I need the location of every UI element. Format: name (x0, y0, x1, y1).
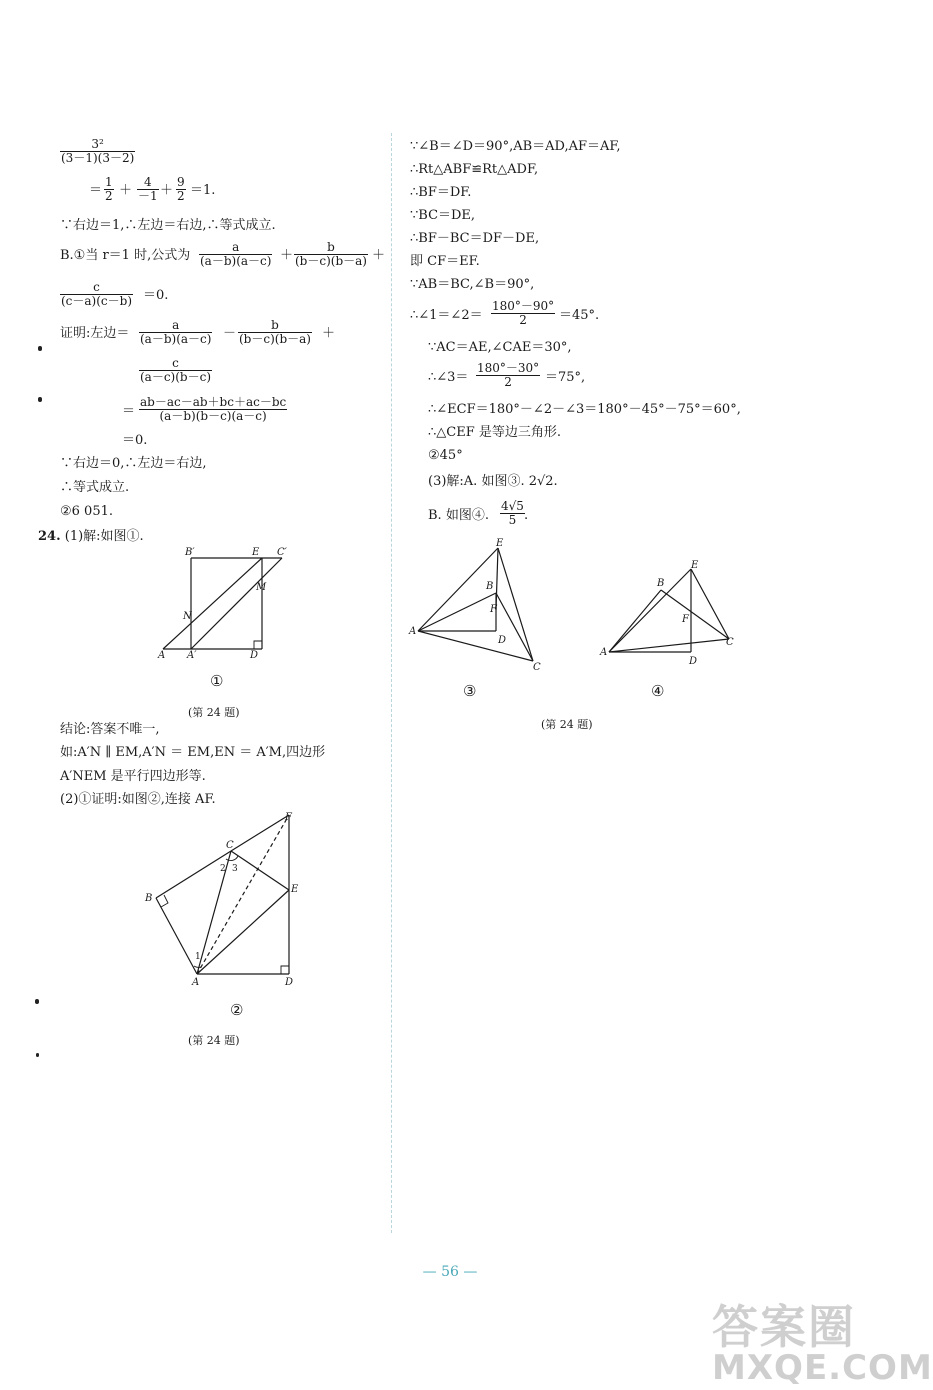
text-right-line-15: B. 如图④. (428, 508, 489, 523)
text-angle-1-2: ∴∠1＝∠2＝ (410, 308, 483, 323)
scan-speck (35, 999, 39, 1004)
fraction-a-term: $\frac{a}{(a-b)(a-c)}$ (200, 240, 272, 268)
segment-ac (418, 631, 533, 661)
text-equation-holds: ∴等式成立. (60, 480, 130, 495)
segment-ef (496, 548, 498, 610)
figure-34-caption: (第 24 题) (541, 718, 593, 731)
text-right-line-1: ∵∠B＝∠D＝90°,AB＝AD,AF＝AF, (410, 139, 621, 154)
segment-ae (609, 569, 691, 652)
fraction-proof-c: $\frac{c}{(a-c)(b-c)}$ (140, 356, 212, 384)
text-right-equals-zero: ∵右边＝0,∴左边＝右边, (60, 456, 207, 471)
question-24: 24. (1)解:如图①. (38, 529, 144, 544)
text-right-line-3: ∴BF＝DF. (410, 185, 472, 200)
segment-bc (661, 590, 729, 639)
label-d: D (250, 650, 259, 661)
label-f: F (490, 604, 497, 615)
text-example-line1: 如:A′N ∥ EM,A′N ＝ EM,EN ＝ A′M,四边形 (60, 745, 326, 760)
right-angle-mark-d (254, 641, 262, 649)
label-a: A (158, 650, 166, 661)
text-conclusion: 结论:答案不唯一, (60, 722, 160, 737)
figure-4-diagram (595, 556, 745, 671)
text-part-b-formula: B.①当 r＝1 时,公式为 (60, 248, 191, 263)
label-e: E (496, 538, 504, 549)
label-b: B (145, 893, 153, 904)
label-angle-1: 1 (195, 952, 201, 962)
label-b: B (657, 578, 665, 589)
fraction-c-term: $\frac{c}{(c-a)(c-b)}$ (61, 280, 133, 308)
label-a: A (600, 647, 608, 658)
text-right-line-6: 即 CF＝EF. (410, 254, 480, 269)
fraction-proof-combined: $\frac{ab-ac-ab+bc+ac-bc}{(a-b)(b-c)(a-c)}$ (140, 395, 287, 423)
segment-ce (231, 851, 289, 890)
right-angle-mark-b (161, 895, 168, 907)
segment-ec (691, 569, 729, 639)
figure-2-label: ② (230, 1001, 244, 1019)
fraction-proof-a: $\frac{a}{(a-b)(a-c)}$ (140, 318, 212, 346)
text-part-2-proof: (2)①证明:如图②,连接 AF. (60, 792, 216, 807)
label-e: E (291, 884, 299, 895)
figure-3-diagram (402, 535, 552, 675)
figure-3-label: ③ (463, 682, 477, 700)
segment-ae (197, 890, 289, 974)
text-right-line-11: ∴∠ECF＝180°－∠2－∠3＝180°－45°－75°＝60°, (428, 402, 741, 417)
text-right-line-5: ∴BF－BC＝DF－DE, (410, 231, 540, 246)
angle-arc-a (194, 966, 201, 967)
fraction-180-minus-90: $\frac{180^\circ-90^\circ}{2}$ (492, 299, 555, 327)
scan-speck (36, 1053, 39, 1057)
fraction-4-root5-over-5: $\frac{4√5}{5}$ (501, 499, 524, 527)
label-m: M (256, 582, 267, 593)
text-answer-6051: ②6 051. (60, 504, 114, 519)
text-proof-left-side: 证明:左边＝ (60, 326, 130, 341)
figure-1-label: ① (210, 672, 224, 690)
right-angle-mark-d (281, 966, 289, 974)
segment-cf (231, 815, 289, 851)
segment-ab (156, 898, 197, 974)
fraction-nine-half: $\frac{9}{2}$ (177, 175, 185, 203)
label-c: C (726, 637, 734, 648)
segment-ae (163, 558, 262, 649)
text-right-line-7: ∵AB＝BC,∠B＝90°, (410, 277, 535, 292)
fraction-b-term: $\frac{b}{(b-c)(b-a)}$ (295, 240, 367, 268)
label-a: A (192, 977, 200, 988)
text-angle-3: ∴∠3＝ (428, 370, 469, 385)
label-e: E (252, 547, 260, 558)
label-a-prime: A′ (187, 650, 197, 661)
fraction-proof-b: $\frac{b}{(b-c)(b-a)}$ (239, 318, 311, 346)
segment-af-dashed (197, 815, 289, 974)
text-equals-zero: ＝0. (122, 433, 148, 448)
segment-ab (609, 590, 661, 652)
figure-2-diagram (140, 808, 310, 993)
label-angle-3: 3 (232, 864, 238, 874)
segment-ac (609, 639, 729, 652)
label-f: F (285, 812, 292, 823)
scan-speck (38, 346, 42, 351)
label-a: A (409, 626, 417, 637)
label-e: E (691, 560, 699, 571)
label-d: D (285, 977, 294, 988)
fraction-one-half: $\frac{1}{2}$ (105, 175, 113, 203)
scan-speck (38, 397, 42, 402)
label-c-prime: C′ (277, 547, 287, 558)
text-right-line-12: ∴△CEF 是等边三角形. (428, 425, 561, 440)
text-right-line-14: (3)解:A. 如图③. 2√2. (428, 474, 558, 489)
column-divider (391, 133, 392, 1233)
text-right-line-2: ∴Rt△ABF≌Rt△ADF, (410, 162, 539, 177)
label-b-prime: B′ (185, 547, 195, 558)
figure-1-diagram (155, 544, 295, 669)
fraction-four-over-neg-one: $\frac{4}{-1}$ (138, 175, 158, 203)
angle-arc-c (226, 856, 238, 861)
label-c: C (533, 662, 541, 673)
label-angle-2: 2 (220, 864, 226, 874)
page-number: — 56 — (422, 1264, 478, 1280)
figure-1-caption: (第 24 题) (188, 706, 240, 719)
figure-2-caption: (第 24 题) (188, 1034, 240, 1047)
text-example-line2: A′NEM 是平行四边形等. (60, 769, 206, 784)
label-n: N (183, 611, 192, 622)
segment-ab (418, 593, 496, 631)
text-right-equals-one: ∵右边＝1,∴左边＝右边,∴等式成立. (60, 218, 276, 233)
fraction-180-minus-30: $\frac{180^\circ-30^\circ}{2}$ (477, 361, 540, 389)
label-b: B (486, 581, 494, 592)
watermark-logo: 答案圈 MXQE.COM (712, 1300, 933, 1388)
label-f: F (682, 614, 689, 625)
label-d: D (689, 656, 698, 667)
segment-a1c1 (191, 558, 282, 649)
text-right-line-13: ②45° (428, 448, 463, 463)
text-right-line-9: ∵AC＝AE,∠CAE＝30°, (428, 340, 572, 355)
label-d: D (498, 635, 507, 646)
figure-4-label: ④ (651, 682, 665, 700)
fraction-three-squared: $\frac{\text{3²}}{(3-1)(3-2)}$ (61, 137, 135, 165)
text-right-line-4: ∵BC＝DE, (410, 208, 476, 223)
label-c: C (226, 840, 234, 851)
